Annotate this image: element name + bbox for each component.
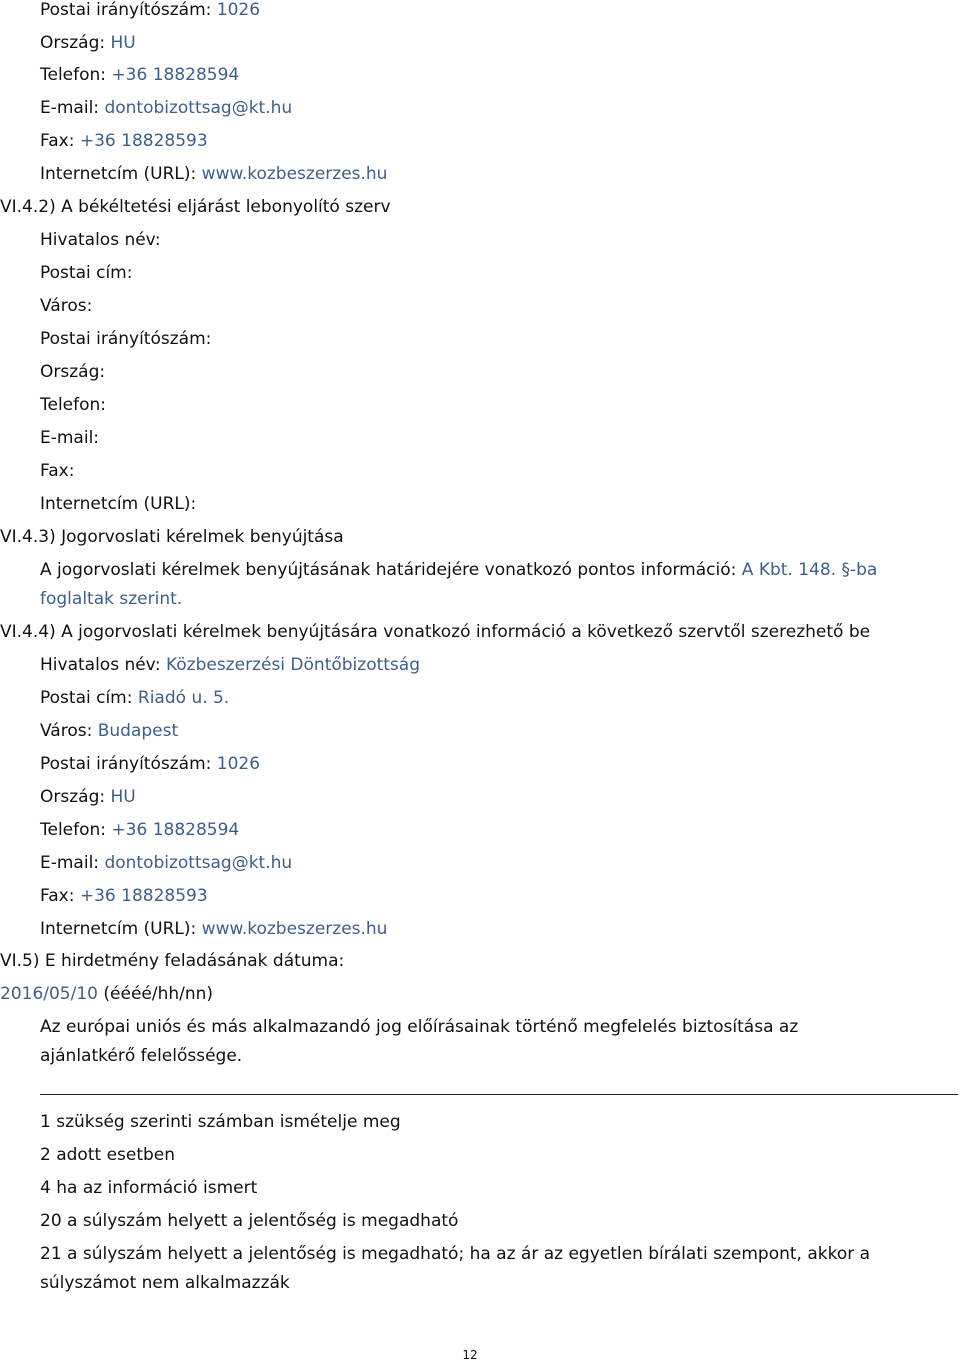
phone-value: +36 18828594 bbox=[111, 820, 240, 840]
top-url-row bbox=[40, 164, 387, 184]
vi5-note-line-2: ajánlatkérő felelőssége. bbox=[40, 1046, 243, 1066]
country-label: Ország: bbox=[40, 787, 106, 807]
vi44-phone-row bbox=[40, 820, 239, 840]
top-phone-row bbox=[40, 65, 239, 85]
phone-label: Telefon: bbox=[40, 820, 107, 840]
phone-label: Telefon: bbox=[40, 65, 107, 85]
date-value: 2016/05/10 bbox=[0, 984, 98, 1004]
url-value[interactable]: www.kozbeszerzes.hu bbox=[201, 164, 388, 184]
vi42-email-label: E-mail: bbox=[40, 428, 100, 448]
email-label: E-mail: bbox=[40, 98, 100, 118]
vi44-fax-row bbox=[40, 886, 208, 906]
zip-value: 1026 bbox=[216, 0, 261, 20]
vi44-country-row bbox=[40, 787, 136, 807]
address-value: Riadó u. 5. bbox=[137, 688, 230, 708]
fax-value: +36 18828593 bbox=[79, 131, 208, 151]
fax-label: Fax: bbox=[40, 131, 75, 151]
vi5-date-row bbox=[0, 984, 213, 1004]
footnote-1: 1 szükség szerinti számban ismételje meg bbox=[40, 1112, 401, 1132]
vi43-info-value: A Kbt. 148. §-ba bbox=[741, 560, 878, 580]
footnote-4: 4 ha az információ ismert bbox=[40, 1178, 258, 1198]
vi44-address-row bbox=[40, 688, 229, 708]
vi43-info-value-cont: foglaltak szerint. bbox=[40, 589, 183, 609]
name-value: Közbeszerzési Döntőbizottság bbox=[165, 655, 420, 675]
page-number: 12 bbox=[462, 1348, 478, 1362]
vi5-note-line-1: Az európai uniós és más alkalmazandó jog előírásainak történő megfelelés biztosítása az bbox=[40, 1017, 799, 1037]
url-label: Internetcím (URL): bbox=[40, 164, 197, 184]
date-format: (éééé/hh/nn) bbox=[103, 984, 214, 1004]
vi42-address-label: Postai cím: bbox=[40, 263, 133, 283]
email-value[interactable]: dontobizottsag@kt.hu bbox=[104, 98, 293, 118]
url-value[interactable]: www.kozbeszerzes.hu bbox=[201, 919, 388, 939]
zip-label: Postai irányítószám: bbox=[40, 754, 212, 774]
section-vi43-heading: VI.4.3) Jogorvoslati kérelmek benyújtása bbox=[0, 527, 344, 547]
city-value: Budapest bbox=[97, 721, 179, 741]
vi43-info-row bbox=[40, 560, 877, 580]
country-value: HU bbox=[110, 787, 136, 807]
vi44-email-row bbox=[40, 853, 292, 873]
url-label: Internetcím (URL): bbox=[40, 919, 197, 939]
fax-value: +36 18828593 bbox=[79, 886, 208, 906]
vi42-city-label: Város: bbox=[40, 296, 93, 316]
vi42-phone-label: Telefon: bbox=[40, 395, 107, 415]
email-value[interactable]: dontobizottsag@kt.hu bbox=[104, 853, 293, 873]
section-vi42-heading: VI.4.2) A békéltetési eljárást lebonyolító szerv bbox=[0, 197, 391, 217]
country-value: HU bbox=[110, 33, 136, 53]
phone-value: +36 18828594 bbox=[111, 65, 240, 85]
footnote-21: 21 a súlyszám helyett a jelentőség is megadható; ha az ár az egyetlen bírálati szempont, akkor a bbox=[40, 1244, 871, 1264]
top-zip-row bbox=[40, 0, 260, 20]
zip-value: 1026 bbox=[216, 754, 261, 774]
city-label: Város: bbox=[40, 721, 93, 741]
zip-label: Postai irányítószám: bbox=[40, 0, 212, 20]
vi42-country-label: Ország: bbox=[40, 362, 106, 382]
vi44-zip-row bbox=[40, 754, 260, 774]
top-country-row bbox=[40, 33, 136, 53]
vi42-fax-label: Fax: bbox=[40, 461, 75, 481]
vi42-url-label: Internetcím (URL): bbox=[40, 494, 197, 514]
country-label: Ország: bbox=[40, 33, 106, 53]
footnote-20: 20 a súlyszám helyett a jelentőség is megadható bbox=[40, 1211, 459, 1231]
fax-label: Fax: bbox=[40, 886, 75, 906]
top-fax-row bbox=[40, 131, 208, 151]
vi44-name-row bbox=[40, 655, 420, 675]
vi44-city-row bbox=[40, 721, 178, 741]
footnote-divider bbox=[40, 1094, 958, 1095]
address-label: Postai cím: bbox=[40, 688, 133, 708]
vi44-url-row bbox=[40, 919, 387, 939]
vi42-name-label: Hivatalos név: bbox=[40, 230, 161, 250]
footnote-21-cont: súlyszámot nem alkalmazzák bbox=[40, 1273, 290, 1293]
name-label: Hivatalos név: bbox=[40, 655, 161, 675]
vi43-info-label: A jogorvoslati kérelmek benyújtásának határidejére vonatkozó pontos információ: bbox=[40, 560, 737, 580]
section-vi44-heading: VI.4.4) A jogorvoslati kérelmek benyújtására vonatkozó információ a következő szervtől szerezhető be bbox=[0, 622, 871, 642]
vi42-zip-label: Postai irányítószám: bbox=[40, 329, 212, 349]
section-vi5-heading: VI.5) E hirdetmény feladásának dátuma: bbox=[0, 951, 345, 971]
email-label: E-mail: bbox=[40, 853, 100, 873]
footnote-2: 2 adott esetben bbox=[40, 1145, 176, 1165]
top-email-row bbox=[40, 98, 292, 118]
